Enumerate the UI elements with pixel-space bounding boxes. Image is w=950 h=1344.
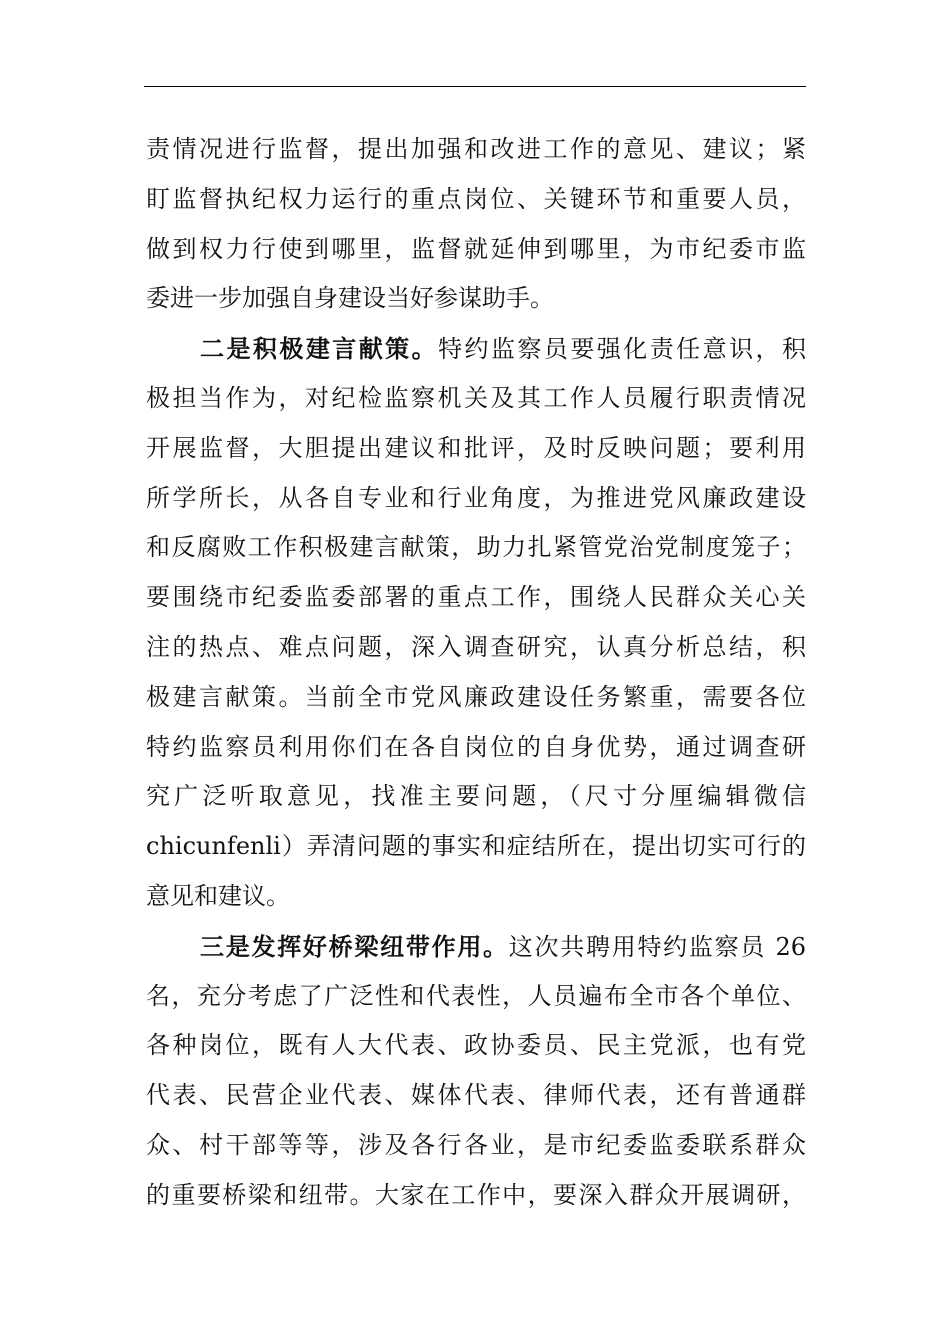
- text-line: 责情况进行监督，提出加强和改进工作的意见、建议；紧: [146, 135, 806, 163]
- text-line: 极建言献策。当前全市党风廉政建设任务繁重，需要各位: [146, 682, 806, 711]
- text-run: 特约监察员要强化责任意识，积: [438, 335, 807, 364]
- paragraph: [146, 125, 806, 324]
- text-line: 委进一步加强自身建设当好参谋助手。: [146, 284, 554, 313]
- text-line: 极担当作为，对纪检监察机关及其工作人员履行职责情况: [146, 383, 806, 412]
- text-line: [146, 922, 806, 972]
- text-line: 究广泛听取意见，找准主要问题，（尺寸分厘编辑微信: [146, 782, 806, 811]
- text-line: chicunfenli）弄清问题的事实和症结所在，提出切实可行的: [146, 832, 806, 861]
- text-line: 代表、民营企业代表、媒体代表、律师代表，还有普通群: [146, 1081, 806, 1110]
- text-line: 要围绕市纪委监委部署的重点工作，围绕人民群众关心关: [146, 583, 806, 612]
- text-line: 和反腐败工作积极建言献策，助力扎紧管党治党制度笼子；: [146, 533, 806, 562]
- header-rule: [144, 86, 806, 87]
- text-line: 的重要桥梁和纽带。大家在工作中，要深入群众开展调研，: [146, 1180, 806, 1209]
- paragraph-lead-heading: 二是积极建言献策。: [200, 334, 439, 364]
- paragraph-lead-heading: 三是发挥好桥梁纽带作用。: [200, 931, 509, 961]
- text-line: 意见和建议。: [146, 881, 290, 910]
- paragraph: [146, 922, 806, 1221]
- document-body: [146, 125, 806, 1221]
- text-line: 盯监督执纪权力运行的重点岗位、关键环节和重要人员，: [146, 184, 806, 213]
- text-line: 开展监督，大胆提出建议和批评，及时反映问题；要利用: [146, 433, 806, 462]
- text-line: 注的热点、难点问题，深入调查研究，认真分析总结，积: [146, 632, 806, 661]
- text-line: 众、村干部等等，涉及各行各业，是市纪委监委联系群众: [146, 1130, 806, 1159]
- text-line: 所学所长，从各自专业和行业角度，为推进党风廉政建设: [146, 483, 806, 512]
- text-line: 名，充分考虑了广泛性和代表性，人员遍布全市各个单位、: [146, 981, 806, 1010]
- text-line: [146, 324, 806, 374]
- text-run: 这次共聘用特约监察员 26: [508, 932, 806, 961]
- text-line: 特约监察员利用你们在各自岗位的自身优势，通过调查研: [146, 732, 806, 761]
- text-line: 做到权力行使到哪里，监督就延伸到哪里，为市纪委市监: [146, 234, 806, 263]
- text-line: 各种岗位，既有人大代表、政协委员、民主党派，也有党: [146, 1031, 806, 1060]
- paragraph: [146, 324, 806, 922]
